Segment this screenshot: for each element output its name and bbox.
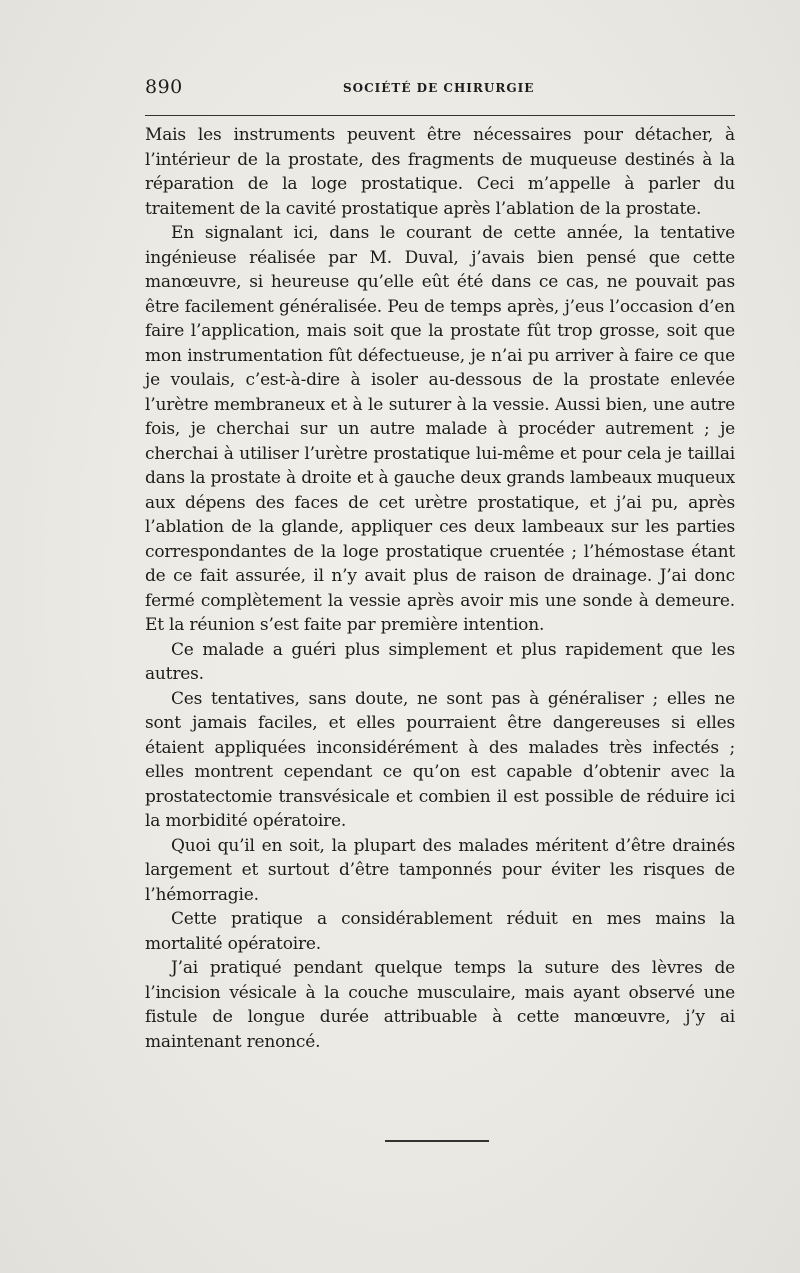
running-title: SOCIÉTÉ DE CHIRURGIE: [343, 81, 535, 95]
paragraph: Quoi qu’il en soit, la plupart des malades méritent d’être drainés largement et surtout d’être tamponnés pour éviter les risques de l’hémorragie.: [145, 835, 735, 905]
page-header: [145, 76, 735, 102]
paragraph: Mais les instruments peuvent être nécessaires pour détacher, à l’intérieur de la prostate, des fragments de muqueuse destinés à la réparation de la loge prostatique. Ceci m’appelle à parler du traitement de la cavité prostatique après l’ablation de la prostate.: [145, 125, 735, 219]
paragraph: Ces tentatives, sans doute, ne sont pas à généraliser ; elles ne sont jamais faciles, et elles pourraient être dangereuses si elles étaient appliquées inconsidérément à des malades très infectés ; elles montrent cependant ce qu’on est capable d’obtenir avec la prostatectomie transvésicale et combien il est possible de réduire ici la morbidité opératoire.: [145, 688, 735, 831]
page-number: 890: [145, 76, 183, 98]
paragraph: En signalant ici, dans le courant de cette année, la tentative ingénieuse réalisée par M. Duval, j’avais bien pensé que cette manœuvre, si heureuse qu’elle eût été dans ce cas, ne pouvait pas être facilement généralisée. Peu de temps après, j’eus l’occasion d’en faire l’application, mais soit que la prostate fût trop grosse, soit que mon instrumentation fût défectueuse, je n’ai pu arriver à faire ce que je voulais, c’est-à-dire à isoler au-dessous de la prostate enlevée l’urètre membraneux et à le suturer à la vessie. Aussi bien, une autre fois, je cherchai sur un autre malade à procéder autrement ; je cherchai à utiliser l’urètre prostatique lui-même et pour cela je taillai dans la prostate à droite et à gauche deux grands lambeaux muqueux aux dépens des faces de cet urètre prostatique, et j’ai pu, après l’ablation de la glande, appliquer ces deux lambeaux sur les parties correspondantes de la loge prostatique cruentée ; l’hémostase étant de ce fait assurée, il n’y avait plus de raison de drainage. J’ai donc fermé complètement la vessie après avoir mis une sonde à demeure. Et la réunion s’est faite par première intention.: [145, 223, 735, 635]
header-rule: [145, 115, 735, 116]
paragraph: Ce malade a guéri plus simplement et plus rapidement que les autres.: [145, 639, 735, 684]
paragraph: Cette pratique a considérablement réduit en mes mains la mortalité opératoire.: [145, 909, 735, 954]
paragraph: J’ai pratiqué pendant quelque temps la suture des lèvres de l’incision vésicale à la couche musculaire, mais ayant observé une fistule de longue durée attribuable à cette manœuvre, j’y ai maintenant renoncé.: [145, 958, 735, 1052]
body-text: [145, 123, 735, 1054]
section-end-rule: [385, 1140, 489, 1142]
